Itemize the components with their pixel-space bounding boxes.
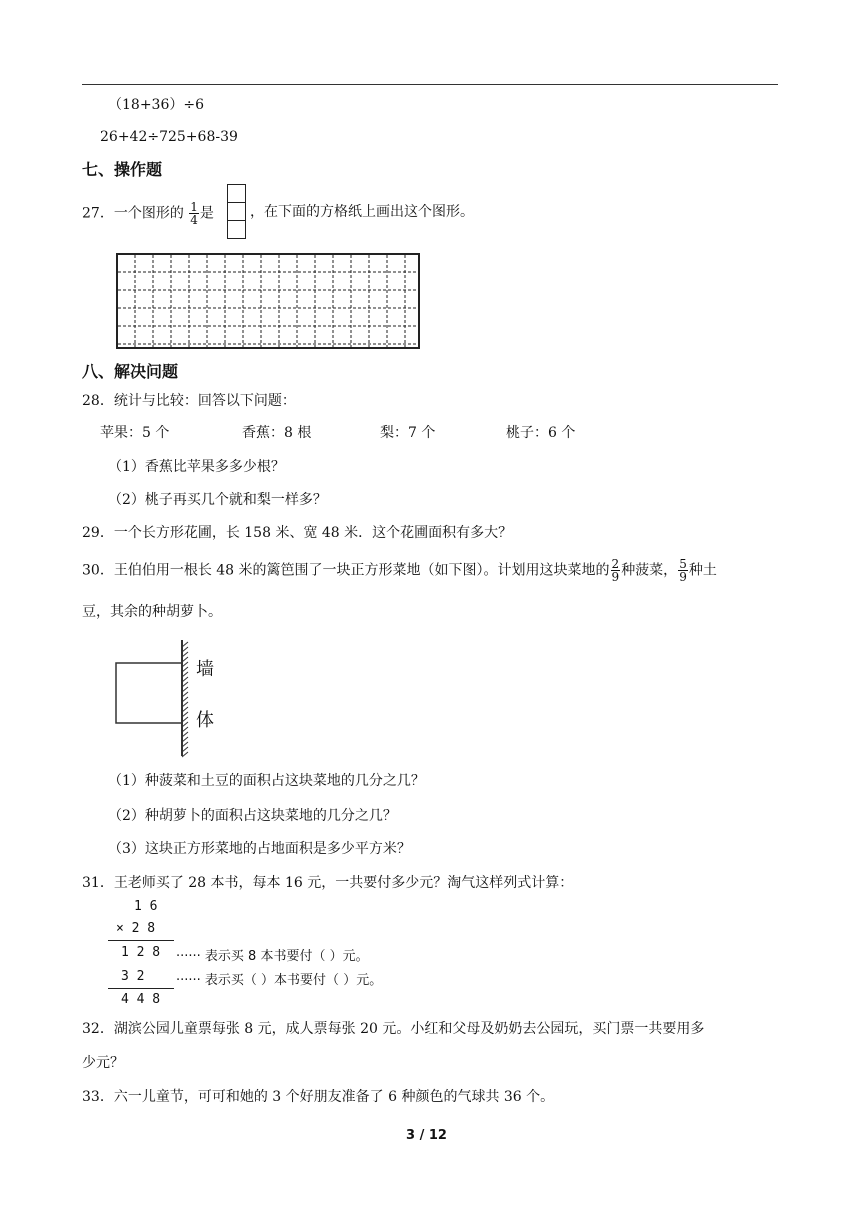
question-number: 33． <box>82 1089 114 1105</box>
grid-border <box>117 254 419 348</box>
fruit-pear: 梨：7 个 <box>380 425 436 441</box>
question-29 <box>82 522 512 542</box>
section-title-7: 七、操作题 <box>82 160 163 179</box>
expression-1: （18+36）÷6 <box>108 97 204 113</box>
fraction: $\frac{5}{9}$ <box>679 557 687 584</box>
question-number: 31． <box>82 875 114 891</box>
question-30 <box>82 558 717 583</box>
question-number: 30． <box>82 562 114 579</box>
question-number: 28． <box>82 393 114 409</box>
question-text: 湖滨公园儿童票每张 8 元，成人票每张 20 元。小红和父母及奶奶去公园玩，买门票一共要用多 <box>113 1021 705 1037</box>
question-28 <box>82 390 296 410</box>
question-text: 王伯伯用一根长 48 米的篱笆围了一块正方形菜地（如下图）。计划用这块菜地的 <box>113 562 610 579</box>
calc-note-2: ······ 表示买（ ）本书要付（ ）元。 <box>176 973 383 988</box>
question-text: 王老师买了 28 本书，每本 16 元，一共要付多少元？淘气这样列式计算： <box>113 875 574 891</box>
subquestion-28-2: （2）桃子再买几个就和梨一样多？ <box>108 492 327 508</box>
calc-row-2: × 2 8 <box>116 921 156 936</box>
question-27 <box>82 201 214 226</box>
subquestion-30-3: （3）这块正方形菜地的占地面积是多少平方米？ <box>108 841 411 857</box>
section-title-8: 八、解决问题 <box>82 362 179 381</box>
question-32 <box>82 1018 704 1038</box>
question-number: 29． <box>82 525 114 541</box>
question-text: 种土 <box>688 562 717 579</box>
fruit-peach: 桃子：6 个 <box>506 425 576 441</box>
question-text: 是 <box>199 205 214 222</box>
calc-row-3: 1 2 8 <box>121 945 161 960</box>
expression-2: 26+42÷725+68-39 <box>100 129 238 145</box>
subquestion-30-2: （2）种胡萝卜的面积占这块菜地的几分之几？ <box>108 808 397 824</box>
page-number: 3 / 12 <box>406 1128 447 1143</box>
subquestion-30-1: （1）种菠菜和土豆的面积占这块菜地的几分之几？ <box>108 773 425 789</box>
calc-row-5: 4 4 8 <box>121 992 161 1007</box>
calc-row-1: 1 6 <box>134 899 158 914</box>
grid-paper[interactable] <box>116 253 420 349</box>
question-text: 六一儿童节，可可和她的 3 个好朋友准备了 6 种颜色的气球共 36 个。 <box>113 1089 555 1105</box>
calc-row-4: 3 2 <box>121 969 145 984</box>
fruit-apple: 苹果：5 个 <box>100 425 170 441</box>
fruit-banana: 香蕉：8 根 <box>242 425 312 441</box>
fraction: $\frac{2}{9}$ <box>611 557 620 584</box>
question-number: 32． <box>82 1021 114 1037</box>
question-number: 27． <box>82 205 114 222</box>
question-text: 一个图形的 <box>113 205 184 222</box>
calc-rule-2 <box>108 988 174 989</box>
calc-note-1: ······ 表示买 8 本书要付（ ）元。 <box>176 949 369 964</box>
header-rule <box>82 84 778 85</box>
question-30-line2: 豆，其余的种胡萝卜。 <box>82 604 222 620</box>
wall-label-2: 体 <box>196 710 214 731</box>
question-text: 种菠菜， <box>621 562 678 579</box>
fraction: $\frac{1}{4}$ <box>190 200 198 227</box>
square-garden <box>116 663 182 723</box>
question-32-line2: 少元？ <box>82 1055 124 1071</box>
question-text: 统计与比较：回答以下问题： <box>113 393 296 409</box>
subquestion-28-1: （1）香蕉比苹果多多少根？ <box>108 459 285 475</box>
question-text: 一个长方形花圃，长 158 米、宽 48 米．这个花圃面积有多大？ <box>113 525 513 541</box>
question-31 <box>82 872 573 892</box>
question-33 <box>82 1086 554 1106</box>
question-text: ，在下面的方格纸上画出这个图形。 <box>250 204 474 220</box>
wall-label-1: 墙 <box>196 659 214 680</box>
calc-rule-1 <box>108 940 174 941</box>
